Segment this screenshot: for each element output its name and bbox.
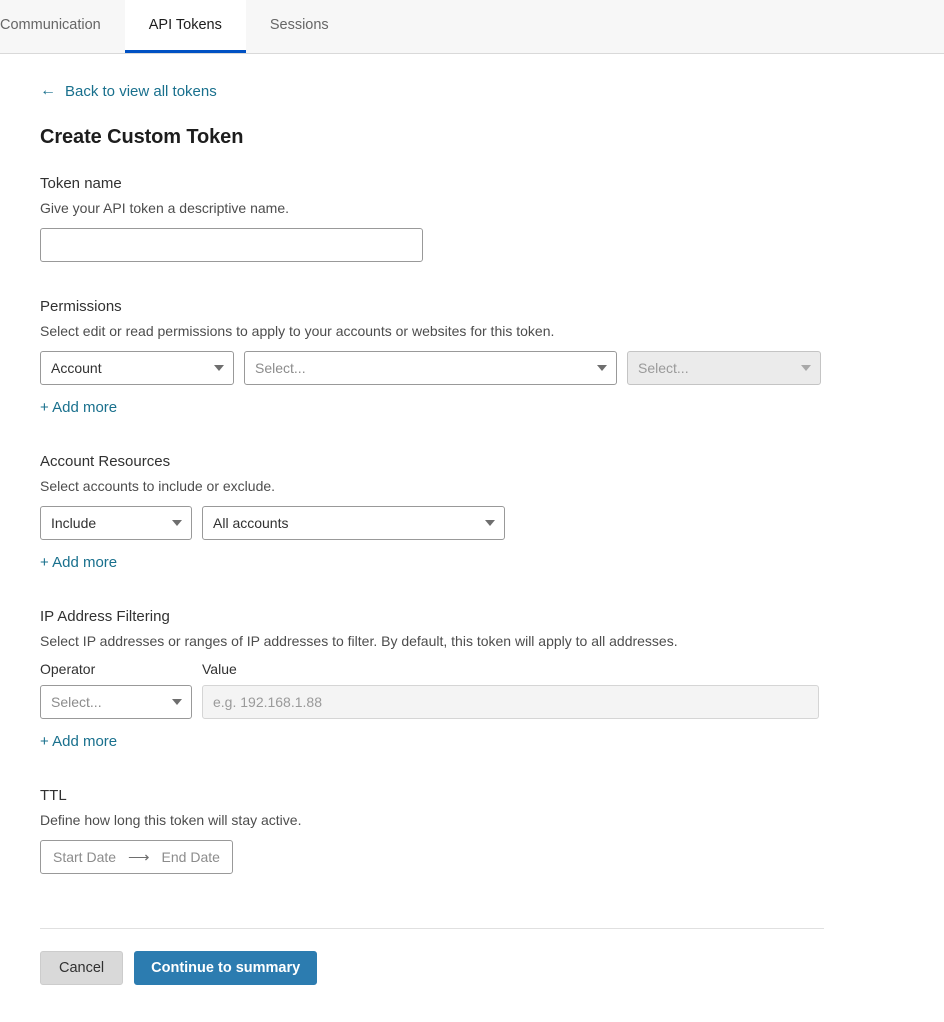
tab-api-tokens[interactable]: API Tokens [125,0,246,53]
ip-filtering-row [40,685,824,719]
chevron-down-icon [597,365,607,371]
ip-operator-header: Operator [40,660,96,677]
ip-value-input[interactable] [202,685,819,719]
chevron-down-icon [801,365,811,371]
tab-communication[interactable]: Communication [0,17,101,33]
ip-filtering-add-more-button[interactable]: + Add more [40,732,118,750]
permissions-row [40,351,824,385]
ttl-label: TTL [40,786,67,804]
chevron-down-icon [172,520,182,526]
token-name-input[interactable] [40,228,423,262]
permissions-add-more-button[interactable]: + Add more [40,398,118,416]
token-name-help: Give your API token a descriptive name. [40,199,290,216]
ttl-help: Define how long this token will stay active. [40,811,302,828]
permission-scope-select[interactable] [40,351,234,385]
permissions-label: Permissions [40,297,122,315]
chevron-down-icon [172,699,182,705]
account-resources-add-more-button[interactable]: + Add more [40,553,118,571]
account-resources-row [40,506,824,540]
permission-scope-value: Account [51,359,102,376]
tab-sessions[interactable]: Sessions [269,17,329,33]
back-to-tokens-link[interactable] [40,83,217,100]
account-resources-label: Account Resources [40,452,171,470]
section-token-name [40,175,824,262]
section-account-resources [40,453,824,572]
account-resources-mode-select[interactable] [40,506,192,540]
section-permissions [40,298,824,417]
section-ip-filtering [40,608,824,751]
arrow-left-icon: ← [40,82,56,99]
ip-operator-select[interactable] [40,685,192,719]
section-ttl [40,787,824,874]
account-resources-accounts-value: All accounts [213,514,289,531]
chevron-down-icon [485,520,495,526]
ip-operator-value: Select... [51,693,102,710]
ttl-end-date-field[interactable]: End Date [161,848,220,865]
ip-filtering-help: Select IP addresses or ranges of IP addresses to filter. By default, this token will apply to all addresses. [40,632,678,649]
ip-filtering-column-headers [40,661,824,677]
form-footer [40,928,824,985]
page-title: Create Custom Token [40,125,244,148]
account-resources-mode-value: Include [51,514,97,531]
ip-value-header: Value [202,660,237,677]
token-name-label: Token name [40,174,122,192]
continue-to-summary-button[interactable]: Continue to summary [134,951,317,985]
arrow-right-icon: ⟶ [128,848,150,866]
permission-resource-value: Select... [255,359,306,376]
account-resources-accounts-select[interactable] [202,506,505,540]
permission-level-value: Select... [638,359,689,376]
permission-level-select [627,351,821,385]
ip-filtering-label: IP Address Filtering [40,607,170,625]
ttl-date-range-picker[interactable] [40,840,233,874]
permissions-help: Select edit or read permissions to apply to your accounts or websites for this token. [40,322,555,339]
permission-resource-select[interactable] [244,351,617,385]
cancel-button[interactable]: Cancel [40,951,123,985]
tab-bar [0,0,944,54]
chevron-down-icon [214,365,224,371]
back-link-label: Back to view all tokens [65,82,217,100]
ttl-start-date-field[interactable]: Start Date [53,848,117,865]
page-body [0,54,944,985]
account-resources-help: Select accounts to include or exclude. [40,477,276,494]
